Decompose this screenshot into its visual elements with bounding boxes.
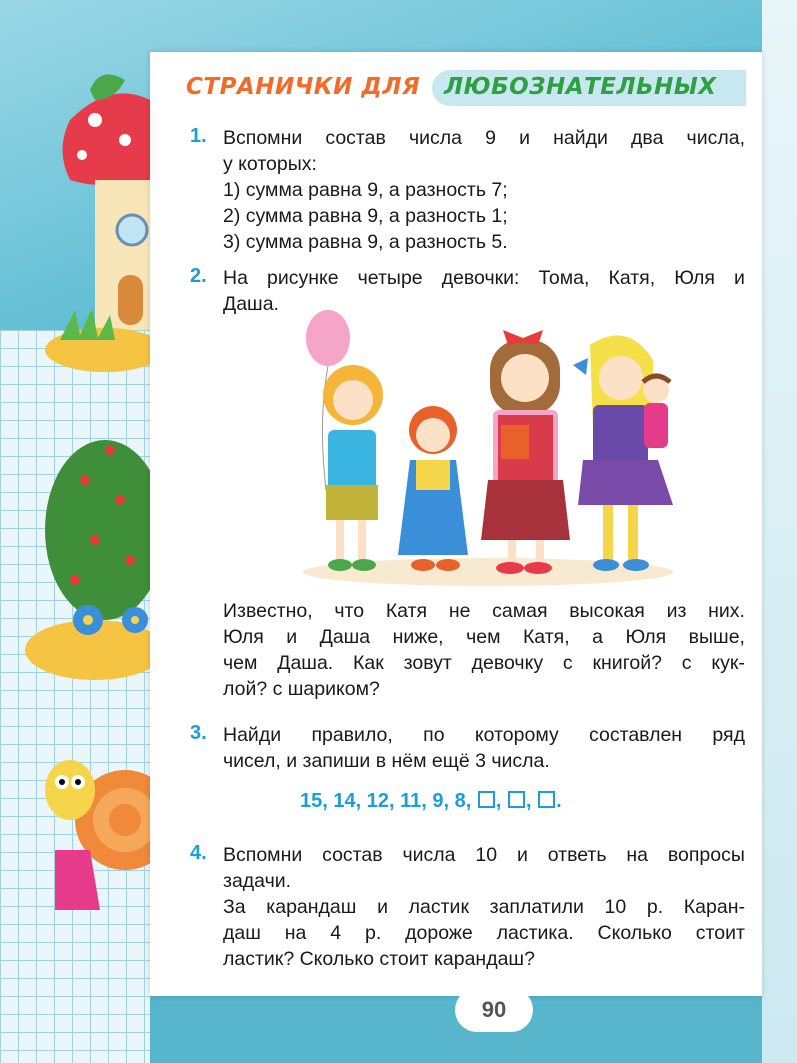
snail-illustration: [45, 760, 150, 910]
girl-with-doll: [573, 335, 673, 571]
word: Катя,: [608, 267, 656, 289]
task-text: [223, 722, 745, 774]
word: зовут: [403, 652, 452, 674]
task-line: [223, 842, 745, 868]
word: Тома,: [538, 267, 590, 289]
task-line: [223, 265, 745, 291]
word: на: [284, 922, 307, 944]
task-text: [223, 842, 745, 972]
word: по: [423, 724, 445, 746]
page-number: 90: [455, 988, 533, 1032]
task-number: 3.: [190, 722, 207, 744]
task-text: [223, 125, 745, 255]
word: Даша.: [277, 652, 334, 674]
word: чем: [466, 626, 501, 648]
task-text: [223, 598, 745, 702]
word: высокая: [569, 600, 645, 622]
empty-box: [538, 791, 555, 808]
task-line: 2) сумма равна 9, а разность 1;: [223, 205, 508, 227]
word: а: [592, 626, 603, 648]
word: стоит: [695, 922, 745, 944]
word: карандаш: [266, 896, 357, 918]
decoration-illustrations: [0, 60, 150, 940]
word: девочку: [471, 652, 544, 674]
word: с: [681, 652, 692, 674]
page-edge: [762, 0, 797, 1063]
word: с: [562, 652, 573, 674]
task-line: чисел, и запиши в нём ещё 3 числа.: [223, 750, 550, 772]
word: ластика.: [496, 922, 574, 944]
word: Каран-: [683, 896, 745, 918]
word: ниже,: [392, 626, 444, 648]
task-line: ластик? Сколько стоит карандаш?: [223, 948, 535, 970]
word: дороже: [405, 922, 473, 944]
task-line: [223, 624, 745, 650]
word: найди: [553, 127, 608, 149]
task-line: у которых:: [223, 153, 317, 175]
word: заплатили: [489, 896, 584, 918]
word: р.: [364, 922, 382, 944]
word: Известно,: [223, 600, 313, 622]
word: и: [286, 626, 298, 648]
task-line: [223, 722, 745, 748]
word: девочки:: [441, 267, 520, 289]
word: чем: [223, 652, 258, 674]
word: Катя,: [522, 626, 570, 648]
number-sequence: 15, 14, 12, 11, 9, 8, , , .: [300, 790, 562, 812]
word: 10: [475, 844, 498, 866]
doll-icon: [643, 376, 670, 448]
word: книгой?: [592, 652, 662, 674]
bush-illustration: [25, 440, 150, 680]
task-line: 1) сумма равна 9, а разность 7;: [223, 179, 508, 201]
word: Вспомни: [223, 127, 303, 149]
task-line: задачи.: [223, 870, 292, 892]
word: не: [448, 600, 471, 622]
word: Юля: [625, 626, 667, 648]
word: них.: [708, 600, 745, 622]
word: ластик: [408, 896, 469, 918]
empty-box: [478, 791, 495, 808]
task-line: [223, 598, 745, 624]
header-title-left: СТРАНИЧКИ ДЛЯ: [186, 74, 421, 100]
word: правило,: [311, 724, 393, 746]
task-line: [223, 125, 745, 151]
word: и: [377, 896, 388, 918]
word: на: [626, 844, 649, 866]
word: из: [666, 600, 687, 622]
word: ряд: [712, 724, 745, 746]
word: Юля: [223, 626, 264, 648]
empty-box: [508, 791, 525, 808]
word: что: [334, 600, 365, 622]
word: кук-: [711, 652, 745, 674]
word: даш: [223, 922, 261, 944]
word: состав: [325, 127, 386, 149]
word: и: [734, 267, 745, 289]
word: состав: [322, 844, 383, 866]
word: четыре: [357, 267, 423, 289]
task-line: лой? с шариком?: [223, 678, 380, 700]
task-number: 4.: [190, 842, 207, 864]
word: составлен: [589, 724, 683, 746]
word: числа: [402, 844, 456, 866]
header-title-right: ЛЮБОЗНАТЕЛЬНЫХ: [444, 74, 717, 100]
word: Юля: [674, 267, 715, 289]
word: Сколько: [597, 922, 672, 944]
word: Катя: [385, 600, 428, 622]
task-line: 3) сумма равна 9, а разность 5.: [223, 231, 508, 253]
word: выше,: [688, 626, 745, 648]
word: Как: [353, 652, 384, 674]
girl-with-book: [481, 330, 570, 574]
girls-illustration: [298, 300, 678, 590]
word: Найди: [223, 724, 282, 746]
word: ответь: [547, 844, 607, 866]
word: р.: [646, 896, 664, 918]
task-number: 1.: [190, 125, 207, 147]
word: и: [516, 844, 528, 866]
word: вопросы: [667, 844, 745, 866]
word: числа: [408, 127, 462, 149]
task-line: [223, 920, 745, 946]
header-title-right-badge: [432, 70, 746, 106]
word: два: [631, 127, 664, 149]
mushroom-house-illustration: [45, 74, 150, 372]
word: Вспомни: [223, 844, 303, 866]
word: 10: [604, 896, 627, 918]
word: 4: [330, 922, 342, 944]
task-line: [223, 894, 745, 920]
word: На: [223, 267, 248, 289]
task-line: Даша.: [223, 293, 279, 315]
word: числа,: [686, 127, 745, 149]
word: и: [519, 127, 531, 149]
word: Даша: [319, 626, 371, 648]
task-line: [223, 650, 745, 676]
task-number: 2.: [190, 265, 207, 287]
word: рисунке: [266, 267, 339, 289]
girl-with-balloon: [323, 365, 383, 571]
word: самая: [492, 600, 548, 622]
word: 9: [485, 127, 496, 149]
word: которому: [474, 724, 559, 746]
small-girl: [398, 406, 468, 571]
word: За: [223, 896, 246, 918]
sequence-values: 15, 14, 12, 11, 9, 8,: [300, 790, 472, 812]
